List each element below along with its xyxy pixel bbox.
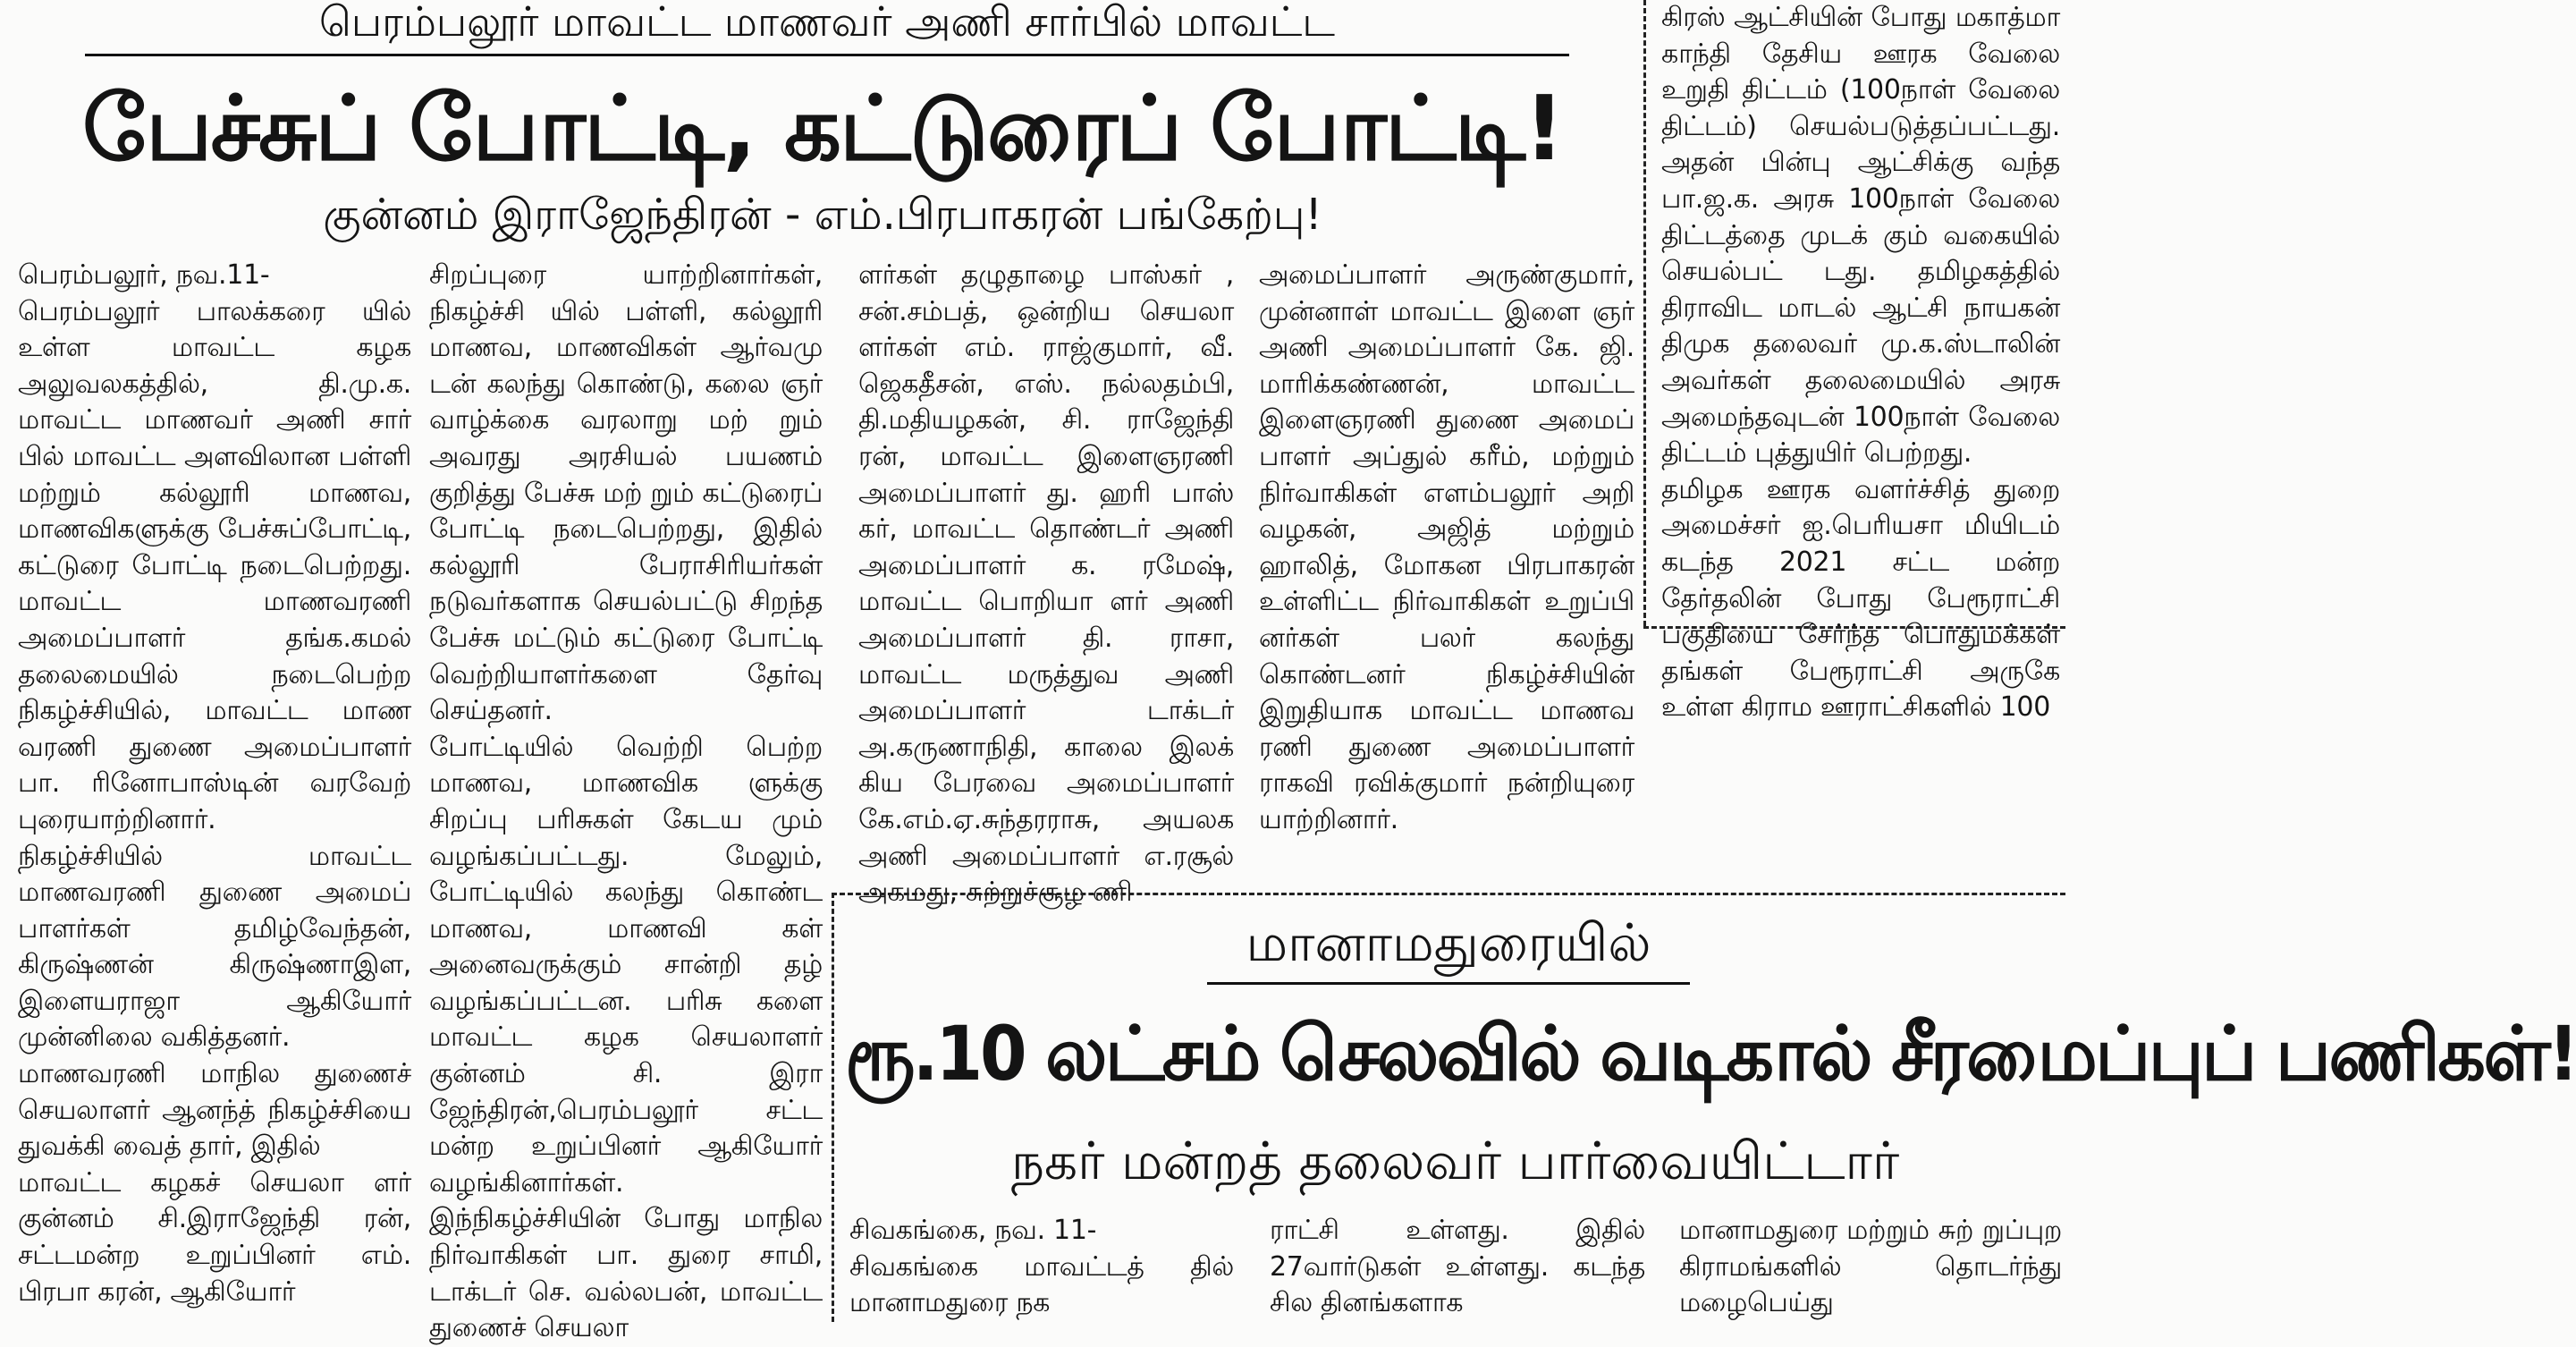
box-column-1 [849,1213,1234,1322]
article-column-1-text: பெரம்பலூர், நவ.11- பெரம்பலூர் பாலக்கரை யில் உள்ள மாவட்ட கழக அலுவலகத்தில், தி.மு.க. மாவட்ட மாணவர் அணி சார் பில் மாவட்ட அளவிலான பள்ளி மற்றும் கல்லூரி மாணவ, மாணவிகளுக்கு பேச்சுப்போட்டி, கட்டுரை போட்டி நடைபெற்றது. மாவட்ட மாணவரணி அமைப்பாளர் தங்க.கமல் தலைமையில் நடைபெற்ற நிகழ்ச்சியில், மாவட்ட மாண வரணி துணை அமைப்பாளர் பா. ரினோபாஸ்டின் வரவேற் புரையாற்றினார். நிகழ்ச்சியில் மாவட்ட மாணவரணி துணை அமைப் பாளர்கள் தமிழ்வேந்தன், கிருஷ்ணன் கிருஷ்ணாஇள, இளையராஜா ஆகியோர் முன்னிலை வகித்தனர். மாணவரணி மாநில துணைச் செயலாளர் ஆனந்த் நிகழ்ச்சியை துவக்கி வைத் தார், இதில் மாவட்ட கழகச் செயலா ளர் குன்னம் சி.இராஜேந்தி ரன், சட்டமன்ற உறுப்பினர் எம். பிரபா கரன், ஆகியோர் [18,259,411,1308]
article-subhead: குன்னம் இராஜேந்திரன் - எம்.பிரபாகரன் பங்கேற்பு! [323,190,1322,240]
article-column-4-text: அமைப்பாளர் அருண்குமார், முன்னாள் மாவட்ட இளை ஞர் அணி அமைப்பாளர் கே. ஜி. மாரிக்கண்ணன், மாவட்ட இளைஞரணி துணை அமைப் பாளர் அப்துல் கரீம், மற்றும் நிர்வாகிகள் எளம்பலூர் அறி வழகன், அஜித் மற்றும் ஹாலித், மோகன பிரபாகரன் உள்ளிட்ட நிர்வாகிகள் உறுப்பி னர்கள் பலர் கலந்து கொண்டனர் நிகழ்ச்சியின் இறுதியாக மாவட்ட மாணவ ரணி துணை அமைப்பாளர் ராகவி ரவிக்குமார் நன்றியுரை யாற்றினார். [1259,259,1634,835]
article-column-3 [858,258,1234,909]
box-column-2-text: ராட்சி உள்ளது. இதில் 27வார்டுகள் உள்ளது. கடந்த சில தினங்களாக [1270,1215,1645,1319]
article-kicker: பெரம்பலூர் மாவட்ட மாணவர் அணி சார்பில் மாவட்ட [319,0,1335,46]
article-headline: பேச்சுப் போட்டி, கட்டுரைப் போட்டி! [82,76,1563,181]
article-column-3-text: ளர்கள் தழுதாழை பாஸ்கர் , சன்.சம்பத், ஒன்றிய செயலா ளர்கள் எம். ராஜ்குமார், வீ. ஜெகதீசன், எஸ். நல்லதம்பி, தி.மதியழகன், சி. ராஜேந்தி ரன், மாவட்ட இளைஞரணி அமைப்பாளர் து. ஹரி பாஸ் கர், மாவட்ட தொண்டர் அணி அமைப்பாளர் க. ரமேஷ், மாவட்ட பொறியா ளர் அணி அமைப்பாளர் தி. ராசா, மாவட்ட மருத்துவ அணி அமைப்பாளர் டாக்டர் அ.கருணாநிதி, காலை இலக் கிய பேரவை அமைப்பாளர் கே.எம்.ஏ.சுந்தரராசு, அயலக அணி அமைப்பாளர் எ.ரசூல் அகமது, சுற்றுச்சூழ ணி [858,259,1234,909]
box-headline: ரூ.10 லட்சம் செலவில் வடிகால் சீரமைப்புப் பணிகள்! [845,1010,2576,1097]
kicker-underline [85,54,1569,56]
box-kicker: மானாமதுரையில் [1246,912,1651,973]
box-divider-left [832,893,834,1322]
article-column-4 [1259,258,1634,884]
box-column-3 [1679,1213,2062,1322]
box-column-1-text: சிவகங்கை, நவ. 11- சிவகங்கை மாவட்டத் தில் மானாமதுரை நக [849,1215,1234,1319]
sidebar-divider [1643,0,1646,626]
box-divider-top [832,893,2065,895]
sidebar-text: கிரஸ் ஆட்சியின் போது மகாத்மா காந்தி தேசிய ஊரக வேலை உறுதி திட்டம் (100நாள் வேலை திட்டம்) செயல்படுத்தப்பட்டது. அதன் பின்பு ஆட்சிக்கு வந்த பா.ஜ.க. அரசு 100நாள் வேலை திட்டத்தை முடக் கும் வகையில் செயல்பட் டது. தமிழகத்தில் திராவிட மாடல் ஆட்சி நாயகன் திமுக தலைவர் மு.க.ஸ்டாலின் அவர்கள் தலைமையில் அரசு அமைந்தவுடன் 100நாள் வேலை திட்டம் புத்துயிர் பெற்றது. தமிழக ஊரக வளர்ச்சித் துறை அமைச்சர் ஐ.பெரியசா மியிடம் கடந்த 2021 சட்ட மன்ற தேர்தலின் போது பேரூராட்சி பகுதியை சேர்ந்த பொதுமக்கள் தங்கள் பேரூராட்சி அருகே உள்ள கிராம ஊராட்சிகளில் 100 [1661,2,2060,724]
article-column-2 [429,258,823,1344]
box-column-2 [1270,1213,1645,1322]
sidebar-column [1661,0,2060,724]
box-kicker-underline [1207,982,1690,985]
sidebar-bottom-divider [1643,626,2065,629]
article-column-2-text: சிறப்புரை யாற்றினார்கள், நிகழ்ச்சி யில் பள்ளி, கல்லூரி மாணவ, மாணவிகள் ஆர்வமு டன் கலந்து கொண்டு, கலை ஞர் வாழ்க்கை வரலாறு மற் றும் அவரது அரசியல் பயணம் குறித்து பேச்சு மற் றும் கட்டுரைப் போட்டி நடைபெற்றது, இதில் கல்லூரி பேராசிரியர்கள் நடுவர்களாக செயல்பட்டு சிறந்த பேச்சு மட்டும் கட்டுரை போட்டி வெற்றியாளர்களை தேர்வு செய்தனர். போட்டியில் வெற்றி பெற்ற மாணவ, மாணவிக ளுக்கு சிறப்பு பரிசுகள் கேடய மும் வழங்கப்பட்டது. மேலும், போட்டியில் கலந்து கொண்ட மாணவ, மாணவி கள் அனைவருக்கும் சான்றி தழ் வழங்கப்பட்டன. பரிசு களை மாவட்ட கழக செயலாளர் குன்னம் சி. இரா ஜேந்திரன்,பெரம்பலூர் சட்ட மன்ற உறுப்பினர் ஆகியோர் வழங்கினார்கள். இந்நிகழ்ச்சியின் போது மாநில நிர்வாகிகள் பா. துரை சாமி, டாக்டர் செ. வல்லபன், மாவட்ட துணைச் செயலா [429,259,823,1344]
article-column-1 [18,258,411,1322]
box-subhead: நகர் மன்றத் தலைவர் பார்வையிட்டார் [1010,1131,1900,1191]
box-column-3-text: மானாமதுரை மற்றும் சுற் றுப்புற கிராமங்களில் தொடர்ந்து மழைபெய்து [1679,1215,2062,1319]
